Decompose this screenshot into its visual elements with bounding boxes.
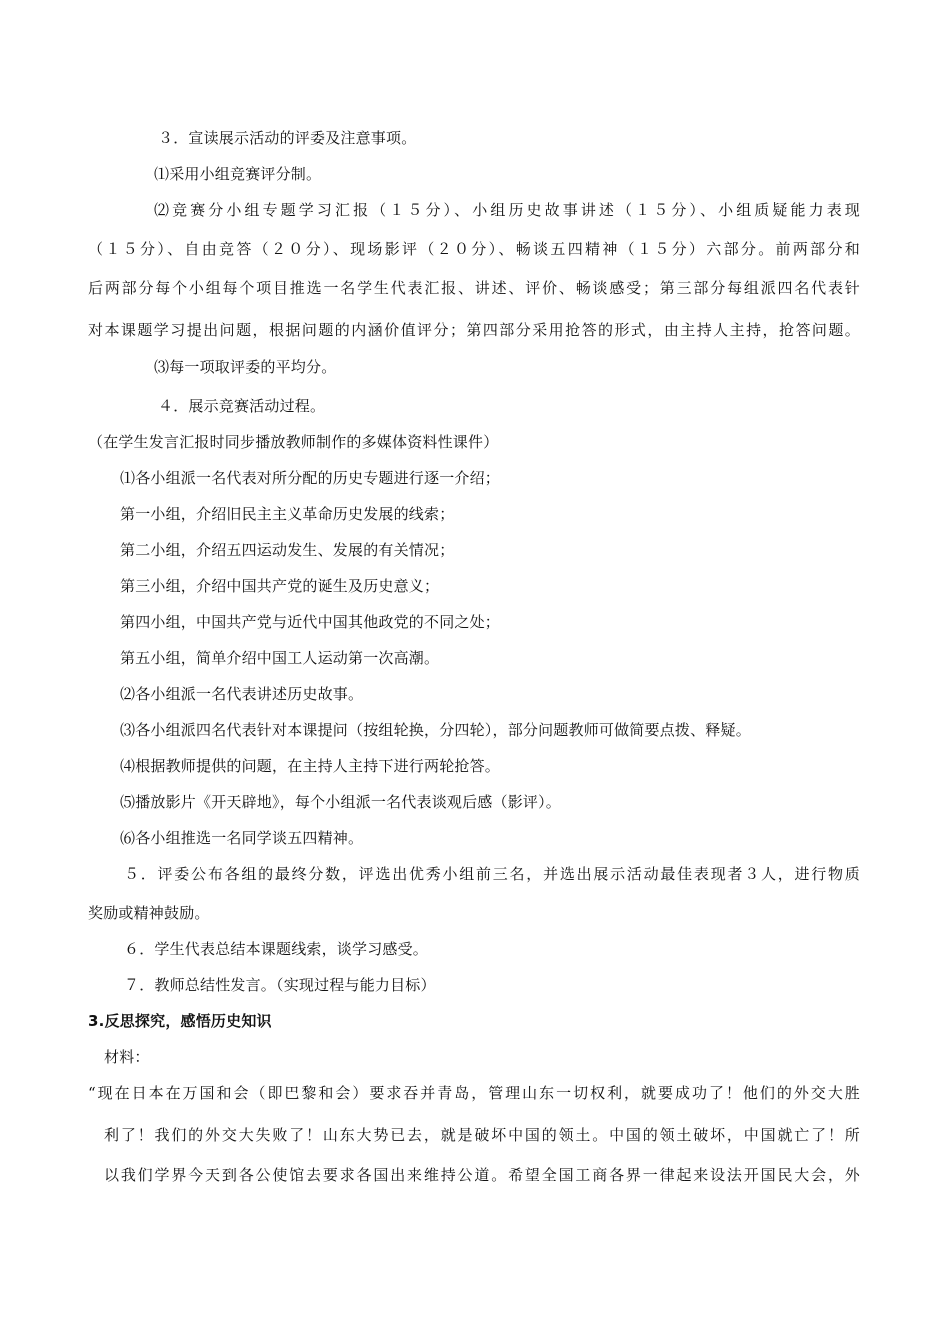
text-line: ３．宣读展示活动的评委及注意事项。	[158, 129, 417, 147]
text-line: ⑷根据教师提供的问题，在主持人主持下进行两轮抢答。	[120, 757, 501, 775]
text-line: ⑹各小组推选一名同学谈五四精神。	[120, 829, 364, 847]
text-line: 材料：	[104, 1048, 150, 1066]
text-line: 第三小组，介绍中国共产党的诞生及历史意义；	[120, 577, 440, 595]
text-line: ⑴采用小组竞赛评分制。	[154, 165, 322, 183]
text-line: 利了！我们的外交大失败了！山东大势已去，就是破坏中国的领土。中国的领土破坏，中国就亡了！所	[104, 1126, 860, 1144]
text-line: （１５分）、自由竞答（２０分）、现场影评（２０分）、畅谈五四精神（１５分）六部分。前两部分和	[88, 240, 860, 258]
text-line: ⑵各小组派一名代表讲述历史故事。	[120, 685, 364, 703]
text-line: ４．展示竞赛活动过程。	[158, 397, 326, 415]
text-line: ⑸播放影片《开天辟地》，每个小组派一名代表谈观后感（影评）。	[120, 793, 562, 811]
text-line: 后两部分每个小组每个项目推选一名学生代表汇报、讲述、评价、畅谈感受；第三部分每组派四名代表针	[88, 279, 860, 297]
text-line: ⑶每一项取评委的平均分。	[154, 358, 337, 376]
text-line: ⑴各小组派一名代表对所分配的历史专题进行逐一介绍；	[120, 469, 501, 487]
text-line: 以我们学界今天到各公使馆去要求各国出来维持公道。希望全国工商各界一律起来设法开国民大会，外	[104, 1166, 860, 1184]
text-line: ６．学生代表总结本课题线索，谈学习感受。	[124, 940, 429, 958]
text-line: ⑵竞赛分小组专题学习汇报（１５分）、小组历史故事讲述（１５分）、小组质疑能力表现	[154, 201, 860, 219]
text-line: ⑶各小组派四名代表针对本课提问（按组轮换，分四轮），部分问题教师可做简要点拨、释疑。	[120, 721, 751, 739]
text-line: 第五小组，简单介绍中国工人运动第一次高潮。	[120, 649, 440, 667]
text-line: “现在日本在万国和会（即巴黎和会）要求吞并青岛，管理山东一切权利，就要成功了！他们的外交大胜	[88, 1084, 860, 1102]
text-line: 第四小组，中国共产党与近代中国其他政党的不同之处；	[120, 613, 501, 631]
text-line: 第一小组，介绍旧民主主义革命历史发展的线索；	[120, 505, 455, 523]
text-line: ５．评委公布各组的最终分数，评选出优秀小组前三名，并选出展示活动最佳表现者３人，进行物质	[124, 865, 860, 883]
section-heading: 3.反思探究，感悟历史知识	[88, 1012, 272, 1030]
text-line: （在学生发言汇报时同步播放教师制作的多媒体资料性课件）	[88, 433, 499, 451]
text-line: 第二小组，介绍五四运动发生、发展的有关情况；	[120, 541, 455, 559]
text-line: 对本课题学习提出问题，根据问题的内涵价值评分；第四部分采用抢答的形式，由主持人主持，抢答问题。	[88, 321, 860, 339]
text-line: ７．教师总结性发言。（实现过程与能力目标）	[124, 976, 436, 994]
text-line: 奖励或精神鼓励。	[88, 904, 210, 922]
